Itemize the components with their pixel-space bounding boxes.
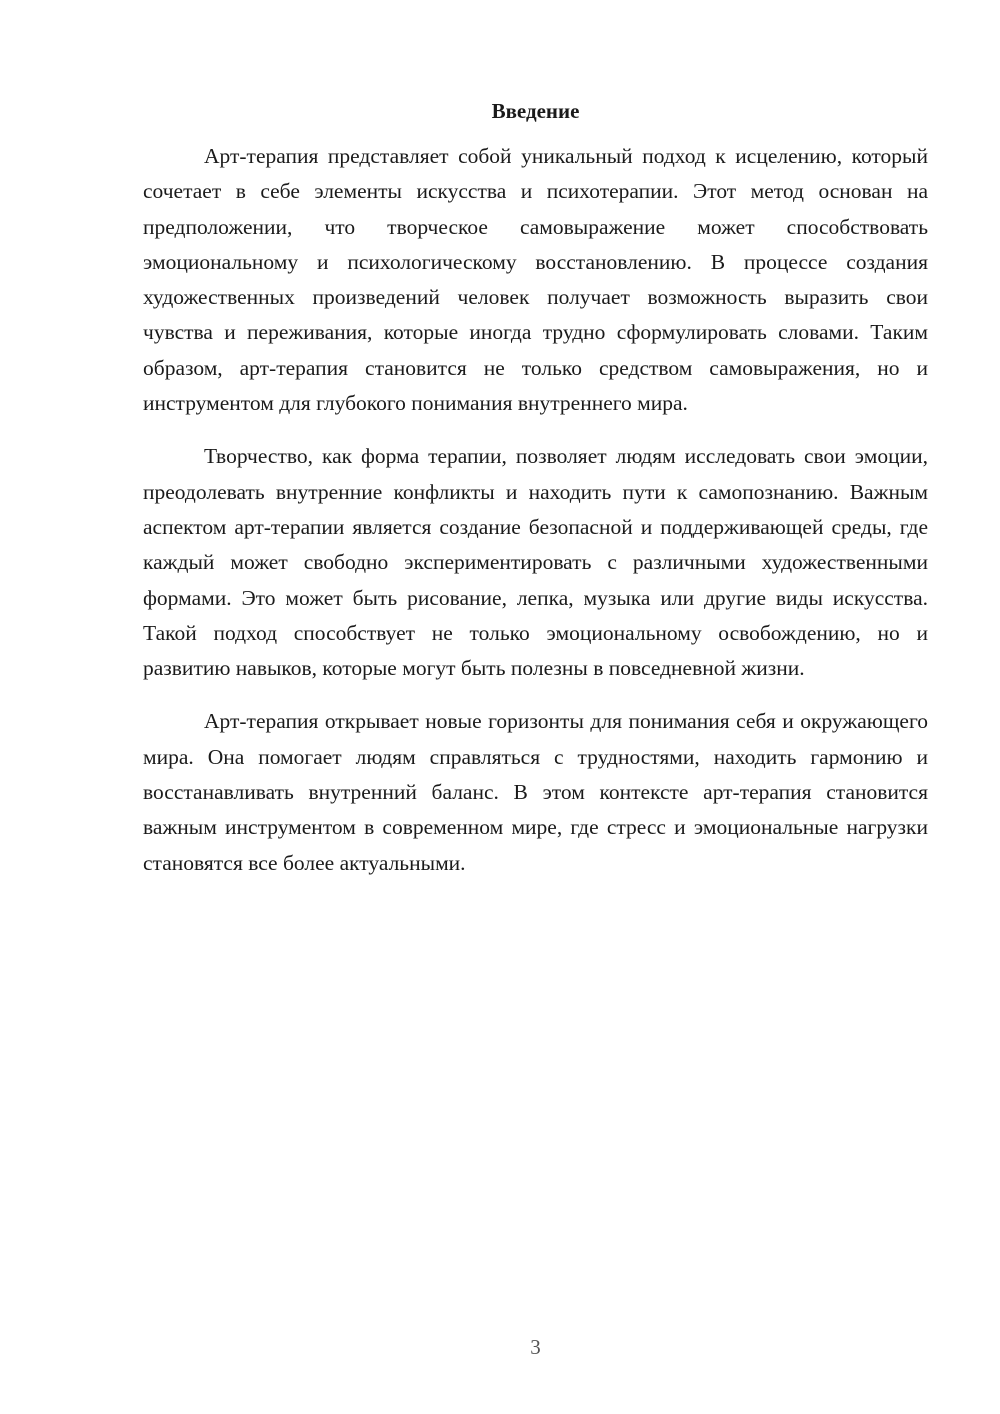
section-heading: Введение bbox=[491, 99, 580, 123]
paragraph-3: Арт-терапия открывает новые горизонты для понимания себя и окружающего мира. Она помогает людям справляться с трудностями, находить гармонию и восстанавливать внутренний баланс. В этом контексте арт-терапия становится важным инструментом в современном мире, где стресс и эмоциональные нагрузки становятся все более актуальными. bbox=[143, 709, 928, 875]
page-content bbox=[143, 96, 928, 899]
paragraph-2: Творчество, как форма терапии, позволяет людям исследовать свои эмоции, преодолевать внутренние конфликты и находить пути к самопознанию. Важным аспектом арт-терапии является создание безопасной и поддерживающей среды, где каждый может свободно экспериментировать с различными художественными формами. Это может быть рисование, лепка, музыка или другие виды искусства. Такой подход способствует не только эмоциональному освобождению, но и развитию навыков, которые могут быть полезны в повседневной жизни. bbox=[143, 444, 928, 681]
page-number: 3 bbox=[530, 1335, 541, 1359]
paragraph-1: Арт-терапия представляет собой уникальный подход к исцелению, который сочетает в себе элементы искусства и психотерапии. Этот метод основан на предположении, что творческое самовыражение может способствовать эмоциональному и психологическому восстановлению. В процессе создания художественных произведений человек получает возможность выразить свои чувства и переживания, которые иногда трудно сформулировать словами. Таким образом, арт-терапия становится не только средством самовыражения, но и инструментом для глубокого понимания внутреннего мира. bbox=[143, 144, 928, 416]
